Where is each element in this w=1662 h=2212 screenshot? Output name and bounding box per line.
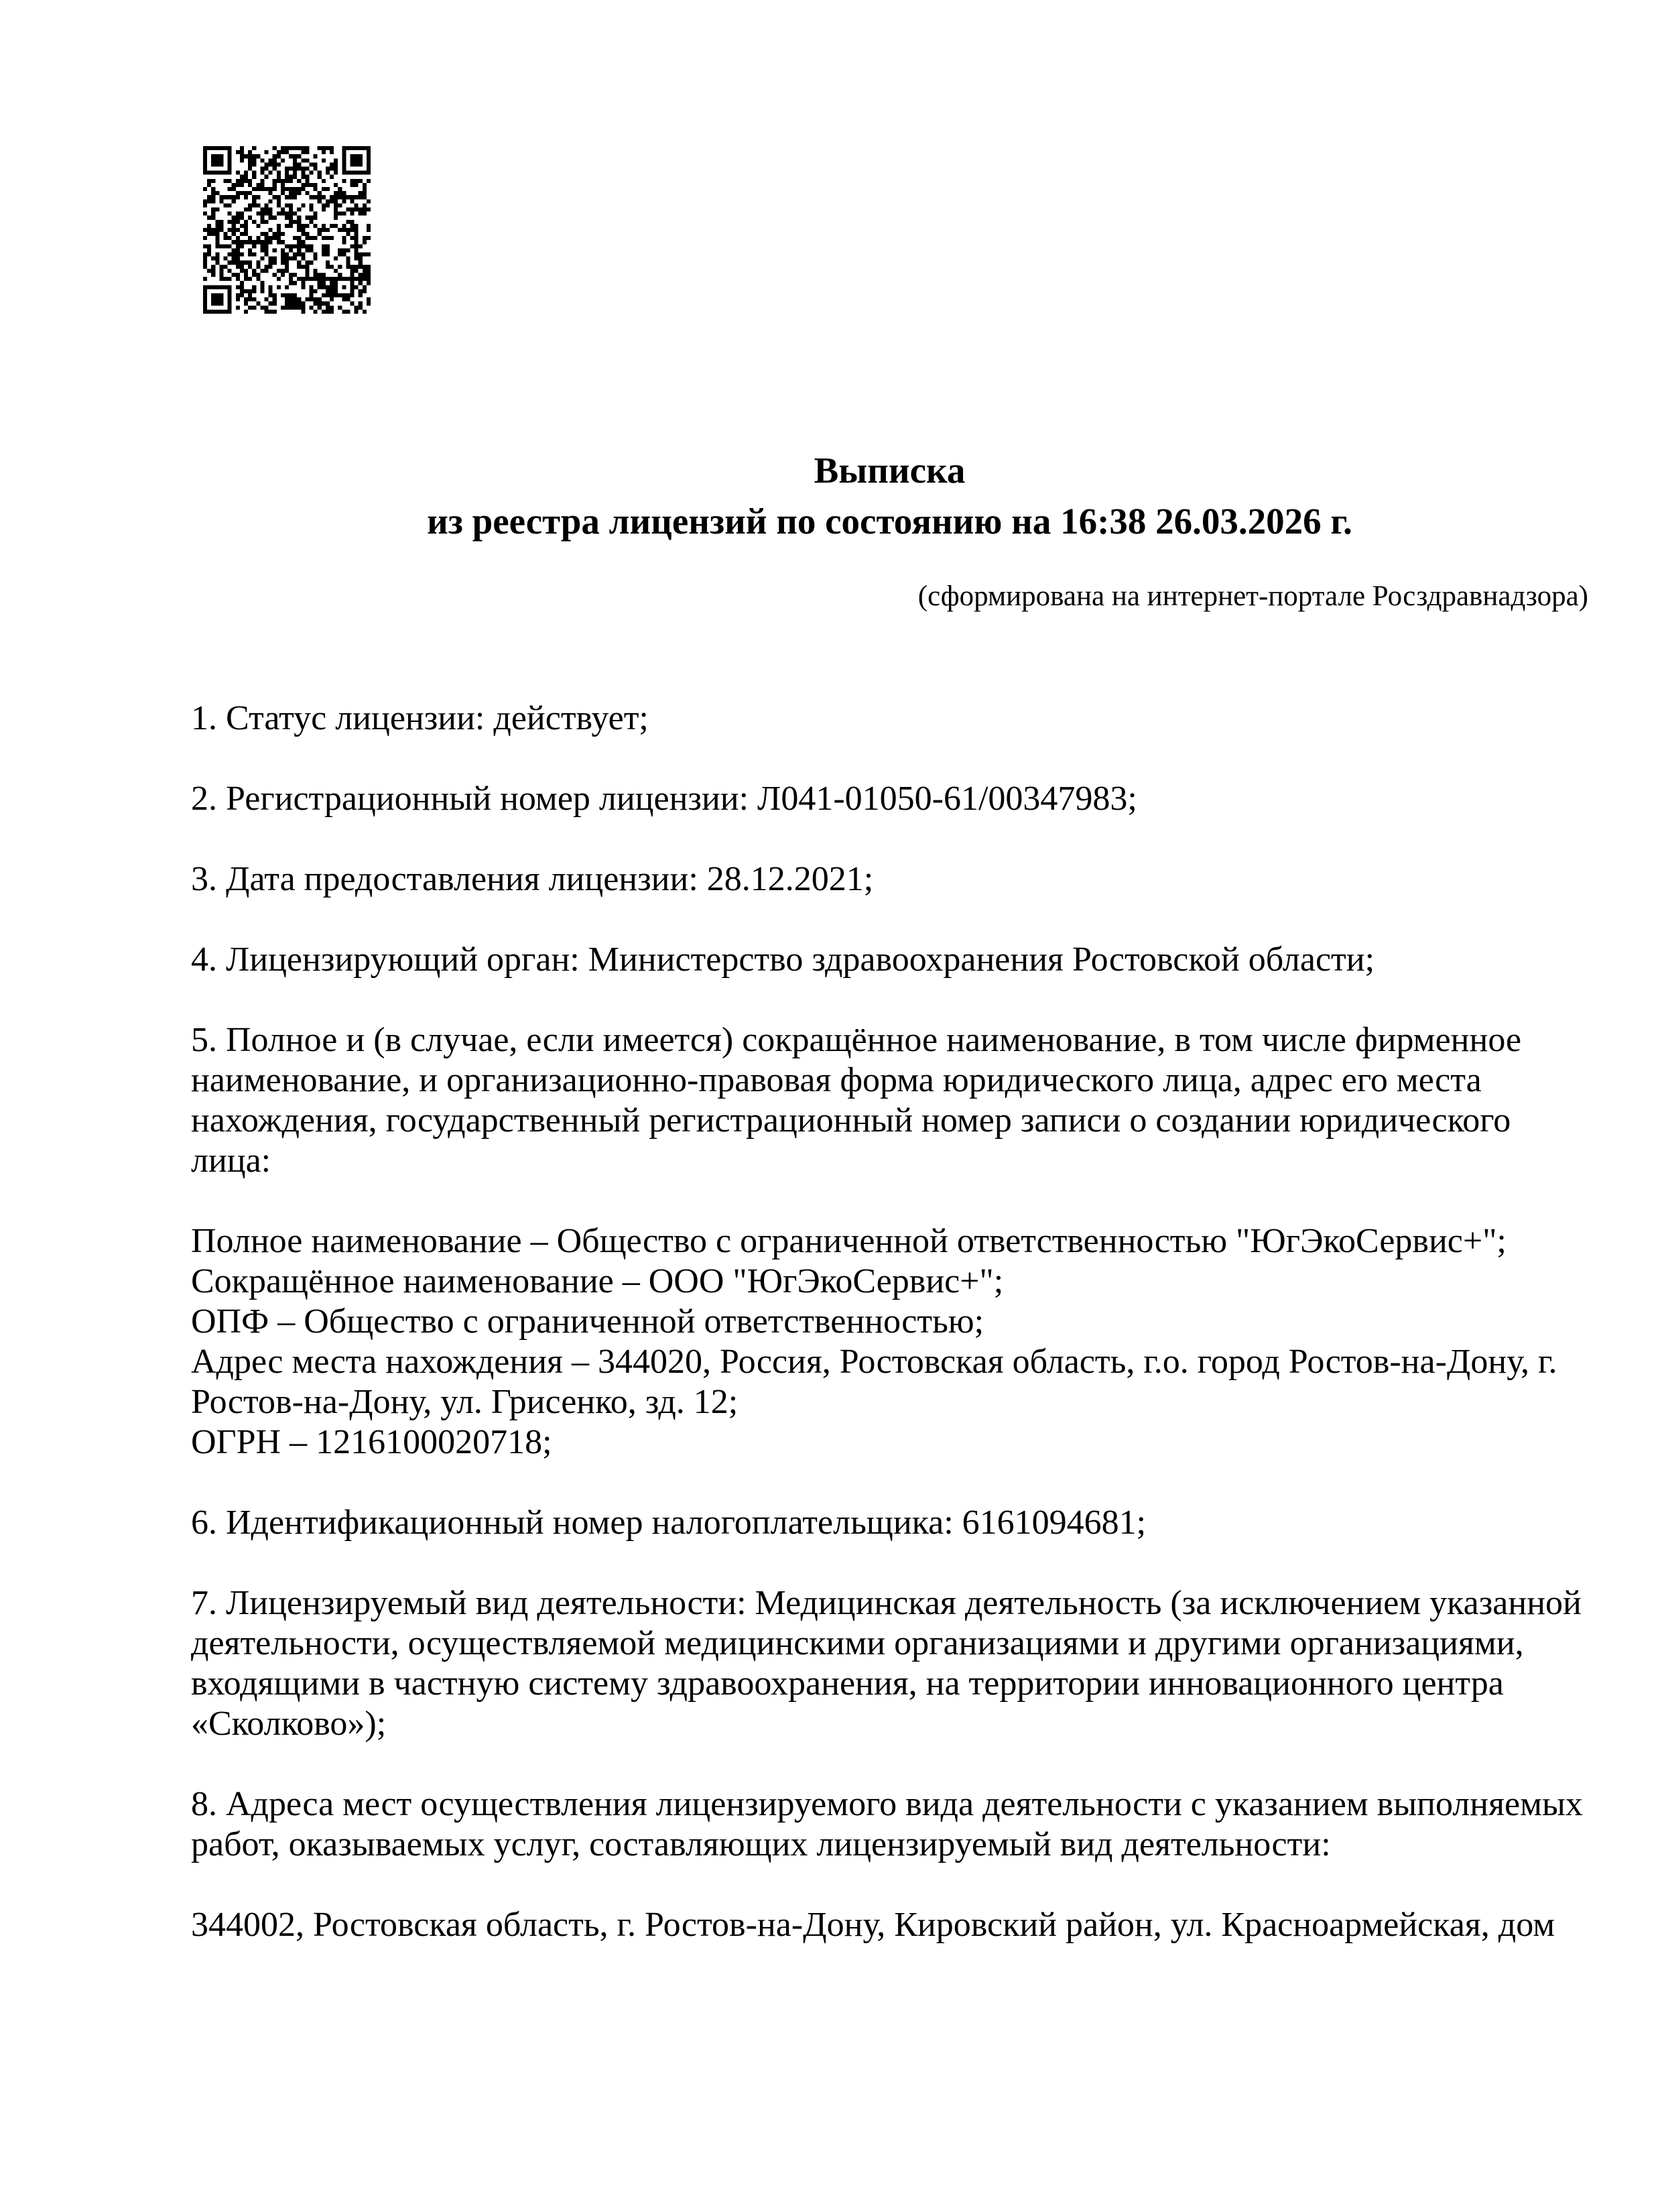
paragraph-name-heading: 5. Полное и (в случае, если имеется) сокращённое наименование, в том числе фирменное наименование, и организационно-правовая форма юридического лица, адрес его места нахождения, государственный регистрационный номер записи о создании юридического лица: — [191, 1021, 1522, 1180]
paragraph-license-status: 1. Статус лицензии: действует; — [191, 699, 649, 737]
paragraph-registration-number: 2. Регистрационный номер лицензии: Л041-01050-61/00347983; — [191, 780, 1137, 818]
document-content — [191, 0, 1588, 1945]
paragraph-grant-date: 3. Дата предоставления лицензии: 28.12.2021; — [191, 860, 874, 898]
document-body — [191, 698, 1588, 1945]
paragraph-addresses-heading: 8. Адреса мест осуществления лицензируемого вида деятельности с указанием выполняемых работ, оказываемых услуг, составляющих лицензируемый вид деятельности: — [191, 1785, 1583, 1863]
company-ogrn: ОГРН – 1216100020718; — [191, 1423, 552, 1461]
document-title — [191, 445, 1588, 547]
title-line-1: Выписка — [814, 450, 966, 491]
paragraph-activity-type: 7. Лицензируемый вид деятельности: Медицинская деятельность (за исключением указанной деятельности, осуществляемой медицинскими организациями и другими организациями, входящими в частную систему здравоохранения, на территории инновационного центра «Сколково»); — [191, 1584, 1582, 1743]
company-address: Адрес места нахождения – 344020, Россия, Ростовская область, г.о. город Ростов-на-Дону, г. Ростов-на-Дону, ул. Грисенко, зд. 12; — [191, 1343, 1557, 1421]
title-line-2: из реестра лицензий по состоянию на 16:38 26.03.2026 г. — [427, 501, 1352, 542]
paragraph-activity-address: 344002, Ростовская область, г. Ростов-на-Дону, Кировский район, ул. Красноармейская, дом — [191, 1906, 1555, 1944]
company-short-name: Сокращённое наименование – ООО "ЮгЭкоСервис+"; — [191, 1262, 1004, 1300]
company-legal-form: ОПФ – Общество с ограниченной ответственностью; — [191, 1302, 984, 1341]
paragraph-licensing-authority: 4. Лицензирующий орган: Министерство здравоохранения Ростовской области; — [191, 940, 1375, 979]
document-subtitle: (сформирована на интернет-портале Росздравнадзора) — [917, 580, 1588, 612]
company-details-block — [191, 1221, 1588, 1463]
paragraph-inn: 6. Идентификационный номер налогоплательщика: 6161094681; — [191, 1503, 1147, 1542]
company-full-name: Полное наименование – Общество с ограниченной ответственностью "ЮгЭкоСервис+"; — [191, 1222, 1507, 1260]
